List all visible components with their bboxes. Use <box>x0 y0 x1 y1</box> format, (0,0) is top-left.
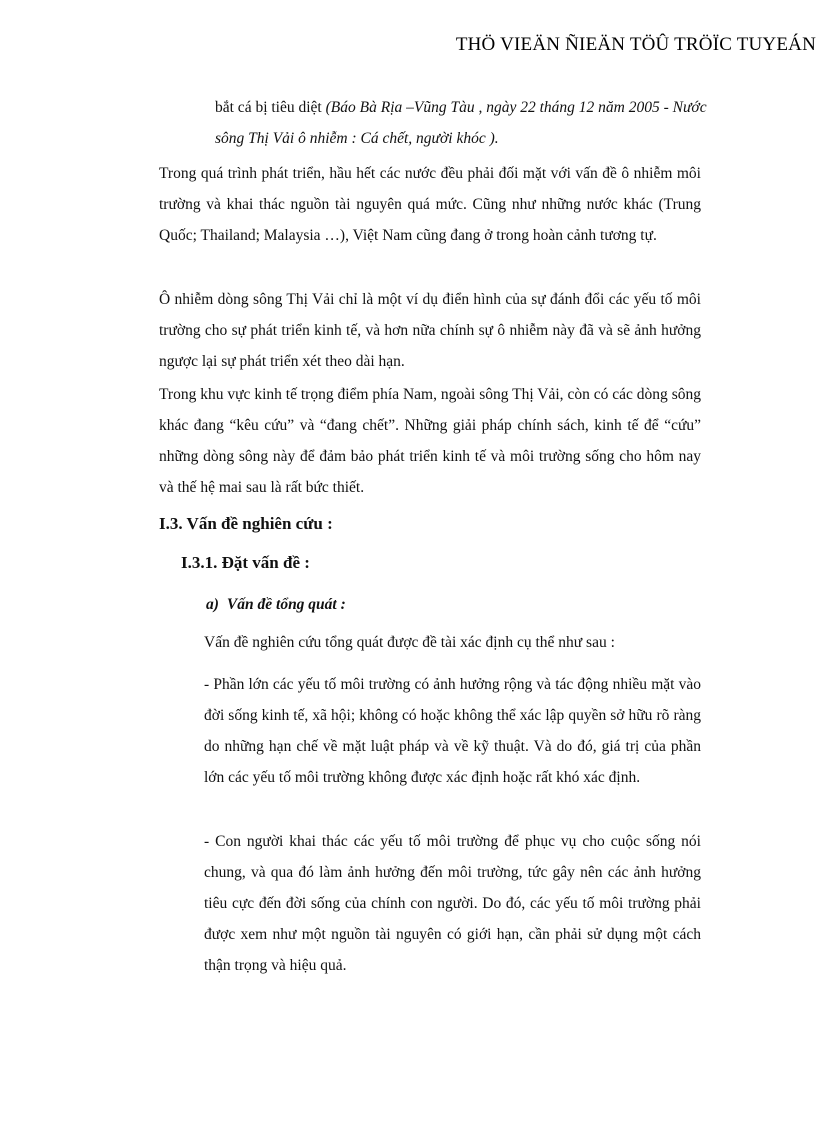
paragraph-2: Ô nhiễm dòng sông Thị Vải chỉ là một ví dụ điển hình của sự đánh đổi các yếu tố môi trường cho sự phát triển kinh tế, và hơn nữa chính sự ô nhiễm này đã và sẽ ảnh hưởng ngược lại sự phát triển xét theo dài hạn. <box>159 291 701 370</box>
quote-source: (Báo Bà Rịa –Vũng Tàu , ngày 22 tháng 12 năm 2005 - Nước sông Thị Vải ô nhiễm : Cá chết, người khóc ). <box>215 99 707 147</box>
point-1: - Phần lớn các yếu tố môi trường có ảnh hưởng rộng và tác động nhiều mặt vào đời sống kinh tế, xã hội; không có hoặc không thể xác lập quyền sở hữu rõ ràng do những hạn chế về mặt luật pháp và về kỹ thuật. Và do đó, giá trị của phần lớn các yếu tố môi trường không được xác định hoặc rất khó xác định. <box>204 676 701 786</box>
quote-citation <box>215 92 725 154</box>
point-2: - Con người khai thác các yếu tố môi trường để phục vụ cho cuộc sống nói chung, và qua đó làm ảnh hưởng đến môi trường, tức gây nên các ảnh hưởng tiêu cực đến đời sống của chính con người. Do đó, các yếu tố môi trường phải được xem như một nguồn tài nguyên có giới hạn, cần phải sử dụng một cách thận trọng và hiệu quả. <box>204 833 701 974</box>
section-heading: I.3. Vấn đề nghiên cứu : <box>159 514 333 533</box>
paragraph-3: Trong khu vực kinh tế trọng điểm phía Nam, ngoài sông Thị Vải, còn có các dòng sông khác đang “kêu cứu” và “đang chết”. Những giải pháp chính sách, kinh tế để “cứu” những dòng sông này để đảm bảo phát triển kinh tế và môi trường sống cho hôm nay và thế hệ mai sau là rất bức thiết. <box>159 386 701 496</box>
item-heading <box>206 596 346 614</box>
subsection-heading: I.3.1. Đặt vấn đề : <box>181 553 310 572</box>
intro-text: Vấn đề nghiên cứu tổng quát được đề tài xác định cụ thể như sau : <box>204 634 615 651</box>
paragraph-1: Trong quá trình phát triển, hầu hết các nước đều phải đối mặt với vấn đề ô nhiễm môi trường và khai thác nguồn tài nguyên quá mức. Cũng như những nước khác (Trung Quốc; Thailand; Malaysia …), Việt Nam cũng đang ở trong hoàn cảnh tương tự. <box>159 165 701 244</box>
item-heading-text: Vấn đề tổng quát : <box>226 596 346 613</box>
quote-text: bắt cá bị tiêu diệt <box>215 99 326 116</box>
item-marker: a) <box>206 596 219 613</box>
page-header: THÖ VIEÄN ÑIEÄN TÖÛ TRÖÏC TUYEÁN <box>455 34 816 55</box>
